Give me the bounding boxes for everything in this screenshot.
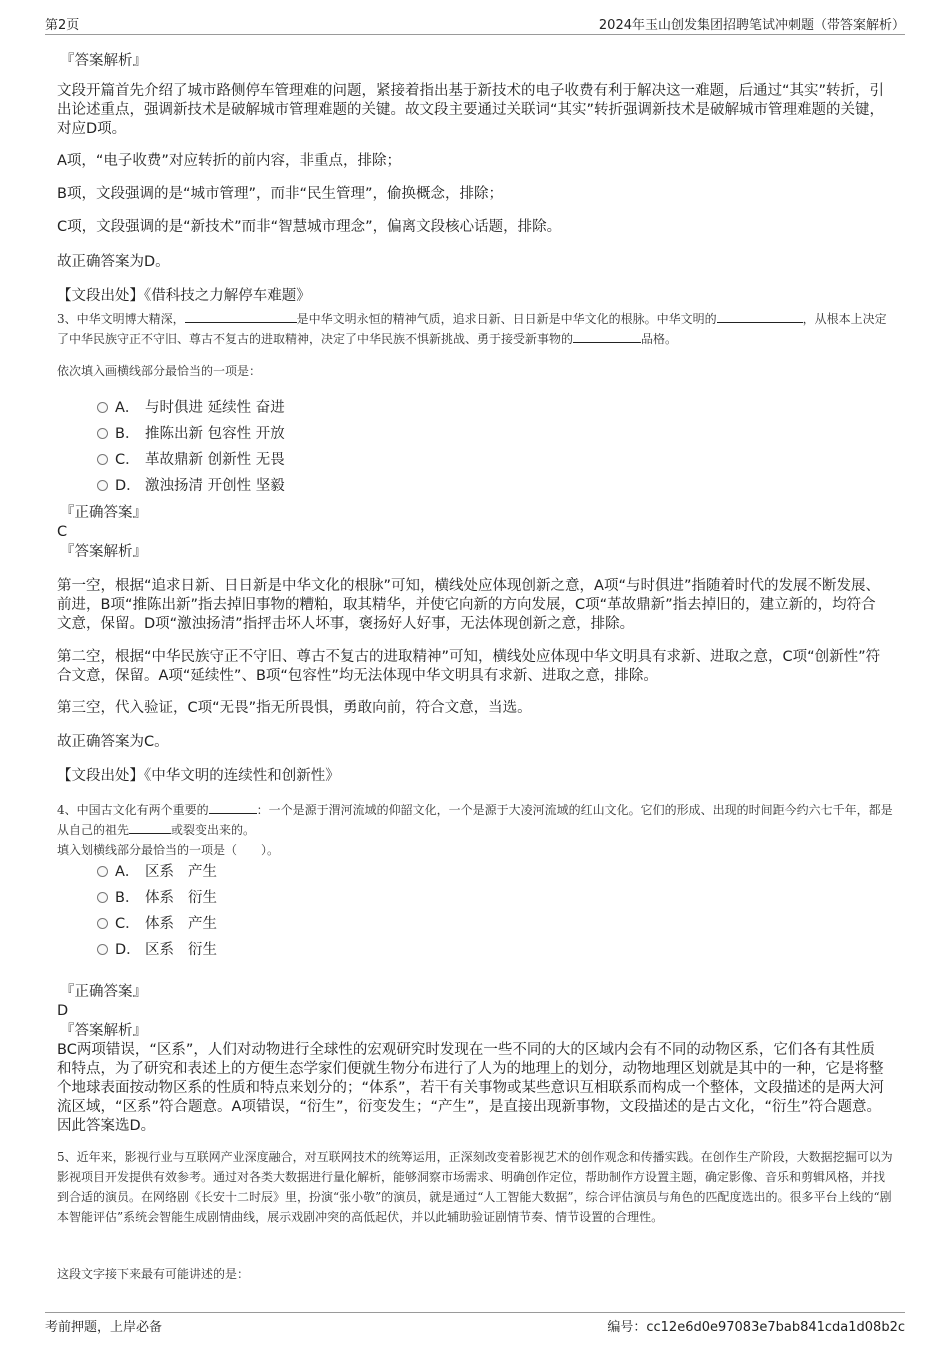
q4-answer: D [57,1003,69,1019]
radio-icon[interactable] [97,918,108,929]
q4-option-a[interactable]: A． 区系 产生 [97,862,217,882]
blank-line [185,322,297,323]
q4-stem: 4、中国古文化有两个重要的 ：一个是源于渭河流域的仰韶文化，一个是源于大凌河流域的红山文化。它们的形成、出现的时间距今约六七千年，都是从自己的祖先 或裂变出来的。 [57,803,893,837]
q3-answer: C [57,524,68,540]
q4-option-c[interactable]: C． 体系 产生 [97,914,217,934]
radio-icon[interactable] [97,402,108,413]
q2-option-a-note: A项，“电子收费”对应转折的前内容，非重点，排除； [57,153,401,169]
q3-correct-heading: 『正确答案』 [60,505,147,521]
page-header [45,12,905,35]
q2-analysis-paragraph: 文段开篇首先介绍了城市路侧停车管理难的问题，紧接着指出基于新技术的电子收费有利于解决这一难题，后通过“其实”转折，引出论述重点，强调新技术是破解城市管理难题的关键。故文段主要通过关联词“其实”转折强调新技术是破解城市管理难题的关键，对应D项。 [57,83,885,137]
q3-option-d[interactable]: D． 激浊扬清 开创性 坚毅 [97,476,285,496]
radio-icon[interactable] [97,866,108,877]
q3-analysis-p1: 第一空，根据“追求日新、日日新是中华文化的根脉”可知，横线处应体现创新之意，A项“与时俱进”指随着时代的发展不断发展、前进，B项“推陈出新”指去掉旧事物的糟粕，取其精华，并使它向新的方向发展，C项“革故鼎新”指去掉旧的，建立新的，均符合文意，保留。D项“激浊扬清”指抨击坏人坏事，褒扬好人好事，无法体现创新之意，排除。 [57,578,880,632]
q2-option-b-note: B项，文段强调的是“城市管理”，而非“民生管理”，偷换概念，排除； [57,186,503,202]
blank-line [209,813,257,814]
q3-analysis-p2: 第二空，根据“中华民族守正不守旧、尊古不复古的进取精神”可知，横线处应体现中华文明具有求新、进取之意，C项“创新性”符合文意，保留。A项“延续性”、B项“包容性”均无法体现中华文明具有求新、进取之意，排除。 [57,649,881,684]
q4-correct-heading: 『正确答案』 [60,984,147,1000]
q2-option-c-note: C项，文段强调的是“新技术”而非“智慧城市理念”，偏离文段核心话题，排除。 [57,219,562,235]
footer-slogan: 考前押题，上岸必备 [45,1320,163,1335]
radio-icon[interactable] [97,944,108,955]
q3-stem: 3、中华文明博大精深， 是中华文明永恒的精神气质，追求日新、日日新是中华文化的根脉。中华文明的 ，从根本上决定了中华民族守正不守旧、尊古不复古的进取精神，决定了中华民族不惧新挑战、勇于接受新事物的 品格。 [57,312,887,346]
page-number: 第2页 [45,18,80,33]
radio-icon[interactable] [97,480,108,491]
q2-conclusion: 故正确答案为D。 [57,254,170,270]
radio-icon[interactable] [97,454,108,465]
q5-stem: 5、近年来，影视行业与互联网产业深度融合，对互联网技术的统筹运用，正深刻改变着影视艺术的创作观念和传播实践。在创作生产阶段，大数据挖掘可以为影视项目开发提供有效参考。通过对各类大数据进行量化解析，能够洞察市场需求、明确创作定位，帮助制作方设置主题，确定影像、音乐和剪辑风格，并找到合适的演员。在网络剧《长安十二时辰》里，扮演“张小敬”的演员，就是通过“人工智能大数据”，综合评估演员与角色的匹配度选出的。很多平台上线的“剧本智能评估”系统会智能生成剧情曲线，展示戏剧冲突的高低起伏，并以此辅助验证剧情节奏、情节设置的合理性。 [57,1150,893,1224]
q3-source: 【文段出处】《中华文明的连续性和创新性》 [57,768,340,784]
q5-prompt: 这段文字接下来最有可能讲述的是： [57,1267,250,1281]
document-title: 2024年玉山创发集团招聘笔试冲刺题（带答案解析） [598,18,905,33]
q4-analysis-heading: 『答案解析』 [60,1023,147,1039]
q3-option-b[interactable]: B． 推陈出新 包容性 开放 [97,424,285,444]
q3-conclusion: 故正确答案为C。 [57,734,169,750]
radio-icon[interactable] [97,892,108,903]
q4-prompt: 填入划横线部分最恰当的一项是（ ）。 [57,843,280,857]
blank-line [573,342,641,343]
blank-line [129,833,171,834]
radio-icon[interactable] [97,428,108,439]
q4-analysis: BC两项错误，“区系”，人们对动物进行全球性的宏观研究时发现在一些不同的大的区域内会有不同的动物区系，它们各有其性质和特点，为了研究和表述上的方便生态学家们便就生物分布进行了人为的地理上的划分，动物地理区划就是其中的一种，它是将整个地球表面按动物区系的性质和特点来划分的；“体系”，若干有关事物或某些意识互相联系而构成一个整体，文段描述的是两大河流区域，“区系”符合题意。A项错误，“衍生”，衍变发生；“产生”，是直接出现新事物，文段描述的是古文化，“衍生”符合题意。因此答案选D。 [57,1042,885,1134]
q2-source: 【文段出处】《借科技之力解停车难题》 [57,288,311,304]
q3-prompt: 依次填入画横线部分最恰当的一项是： [57,364,262,378]
q4-option-b[interactable]: B． 体系 衍生 [97,888,217,908]
q3-analysis-p3: 第三空，代入验证，C项“无畏”指无所畏惧，勇敢向前，符合文意，当选。 [57,700,532,716]
blank-line [717,322,803,323]
q3-analysis-heading: 『答案解析』 [60,544,147,560]
q4-option-d[interactable]: D． 区系 衍生 [97,940,217,960]
q3-option-a[interactable]: A． 与时俱进 延续性 奋进 [97,398,285,418]
q2-analysis-heading: 『答案解析』 [60,53,147,69]
page-footer [45,1312,905,1335]
q3-option-c[interactable]: C． 革故鼎新 创新性 无畏 [97,450,285,470]
document-serial: 编号：cc12e6d0e97083e7bab841cda1d08b2c [607,1320,905,1335]
